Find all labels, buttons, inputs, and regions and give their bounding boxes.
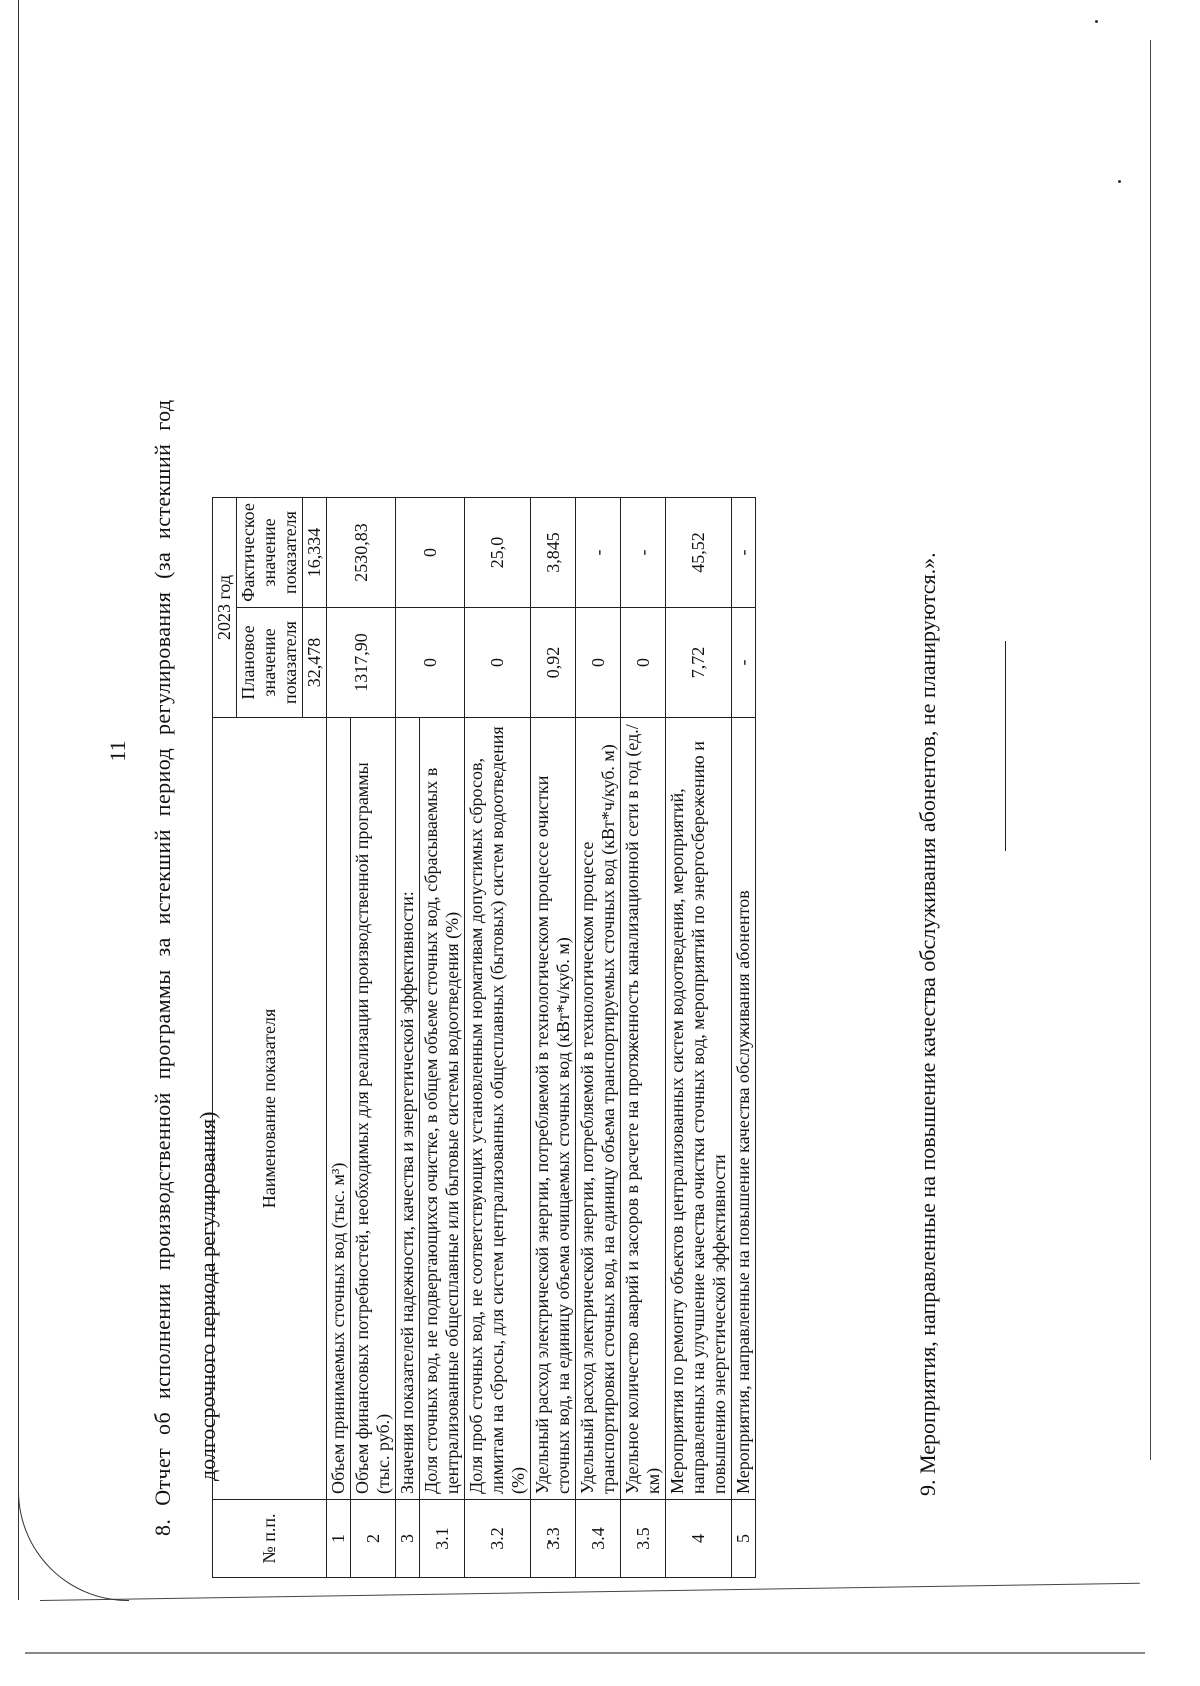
row-number: 4: [666, 1500, 732, 1578]
indicator-name: Мероприятия по ремонту объектов централизованных систем водоотведения, мероприятий, направленных на улучшение качества очистки сточных вод, мероприятий по энергосбережению и повышению энергетической эффективности: [666, 718, 732, 1500]
indicator-name: Удельное количество аварий и засоров в расчете на протяженность канализационной сети в год (ед./км): [621, 718, 666, 1500]
row-number: 3.2: [465, 1500, 531, 1578]
fact-value: -: [732, 498, 756, 608]
indicator-name: Объем принимаемых сточных вод (тыс. м³): [327, 718, 351, 1500]
fact-value: 3,845: [531, 498, 576, 608]
indicator-name: Объем финансовых потребностей, необходимых для реализации производственной программы (тыс. руб.): [351, 718, 396, 1500]
table-row: [327, 498, 351, 1578]
indicator-name: Доля сточных вод, не подвергающихся очистке, в общем объеме сточных вод, сбрасываемых в централизованные общесплавные или бытовые системы водоотведения (%): [420, 718, 465, 1500]
table-row: [531, 498, 576, 1578]
table-row: [732, 498, 756, 1578]
table-row: [465, 498, 531, 1578]
indicator-name: Значения показателей надежности, качества и энергетической эффективности:: [396, 718, 420, 1500]
row-number: 1: [327, 1500, 351, 1578]
plan-value: 7,72: [666, 608, 732, 718]
row-number: 2: [351, 1500, 396, 1578]
plan-value: 0: [465, 608, 531, 718]
indicator-name: Доля проб сточных вод, не соответствующих установленным нормативам допустимых сбросов, лимитам на сбросы, для систем централизованных общесплавных (бытовых) систем водоотведения (%): [465, 718, 531, 1500]
section-9-note: 9. Мероприятия, направленные на повышение качества обслуживания абонентов, не планируются.».: [915, 552, 940, 1496]
section-heading-continued: долгосрочного периода регулирования): [195, 1111, 220, 1481]
header-number: № п.п.: [213, 1500, 327, 1578]
header-indicator-name: Наименование показателя: [213, 718, 327, 1500]
fact-value: 45,52: [666, 498, 732, 608]
row-number: 3.5: [621, 1500, 666, 1578]
fact-value: 25,0: [465, 498, 531, 608]
row-number: 5: [732, 1500, 756, 1578]
indicator-name: Удельный расход электрической энергии, потребляемой в технологическом процессе очистки сточных вод, на единицу объема очищаемых сточных вод (кВт*ч/куб. м): [531, 718, 576, 1500]
plan-value: 0: [576, 608, 621, 718]
row-number: 3.4: [576, 1500, 621, 1578]
row-number: 3: [396, 1500, 420, 1578]
table-row: [666, 498, 732, 1578]
page-number: 11: [105, 740, 130, 762]
production-program-report-table: [212, 497, 756, 1578]
fact-value: -: [576, 498, 621, 608]
indicator-name: Удельный расход электрической энергии, потребляемой в технологическом процессе транспортировки сточных вод, на единицу объема транспортируемых сточных вод (кВт*ч/куб. м): [576, 718, 621, 1500]
plan-value: -: [732, 608, 756, 718]
separator-line: [1005, 641, 1006, 851]
header-fact-value: Фактическое значение показателя: [237, 498, 303, 608]
table-row: [621, 498, 666, 1578]
table-row: [576, 498, 621, 1578]
plan-value: 0: [621, 608, 666, 718]
header-plan-value: Плановое значение показателя: [237, 608, 303, 718]
row-number: 3.1: [420, 1500, 465, 1578]
fact-value: 2530,83: [327, 498, 396, 608]
plan-value: 32,478: [303, 608, 327, 718]
plan-value: 1317,90: [327, 608, 396, 718]
indicator-name: Мероприятия, направленные на повышение качества обслуживания абонентов: [732, 718, 756, 1500]
section-heading: 8. Отчет об исполнении производственной программы за истекший период регулирования (за истекший год: [150, 399, 175, 1536]
table-header-row: [213, 498, 237, 1578]
plan-value: 0: [396, 608, 465, 718]
fact-value: 16,334: [303, 498, 327, 608]
row-number: 3.3: [531, 1500, 576, 1578]
header-year: 2023 год: [213, 498, 237, 718]
table-row: [396, 498, 420, 1578]
fact-value: 0: [396, 498, 465, 608]
plan-value: 0,92: [531, 608, 576, 718]
fact-value: -: [621, 498, 666, 608]
